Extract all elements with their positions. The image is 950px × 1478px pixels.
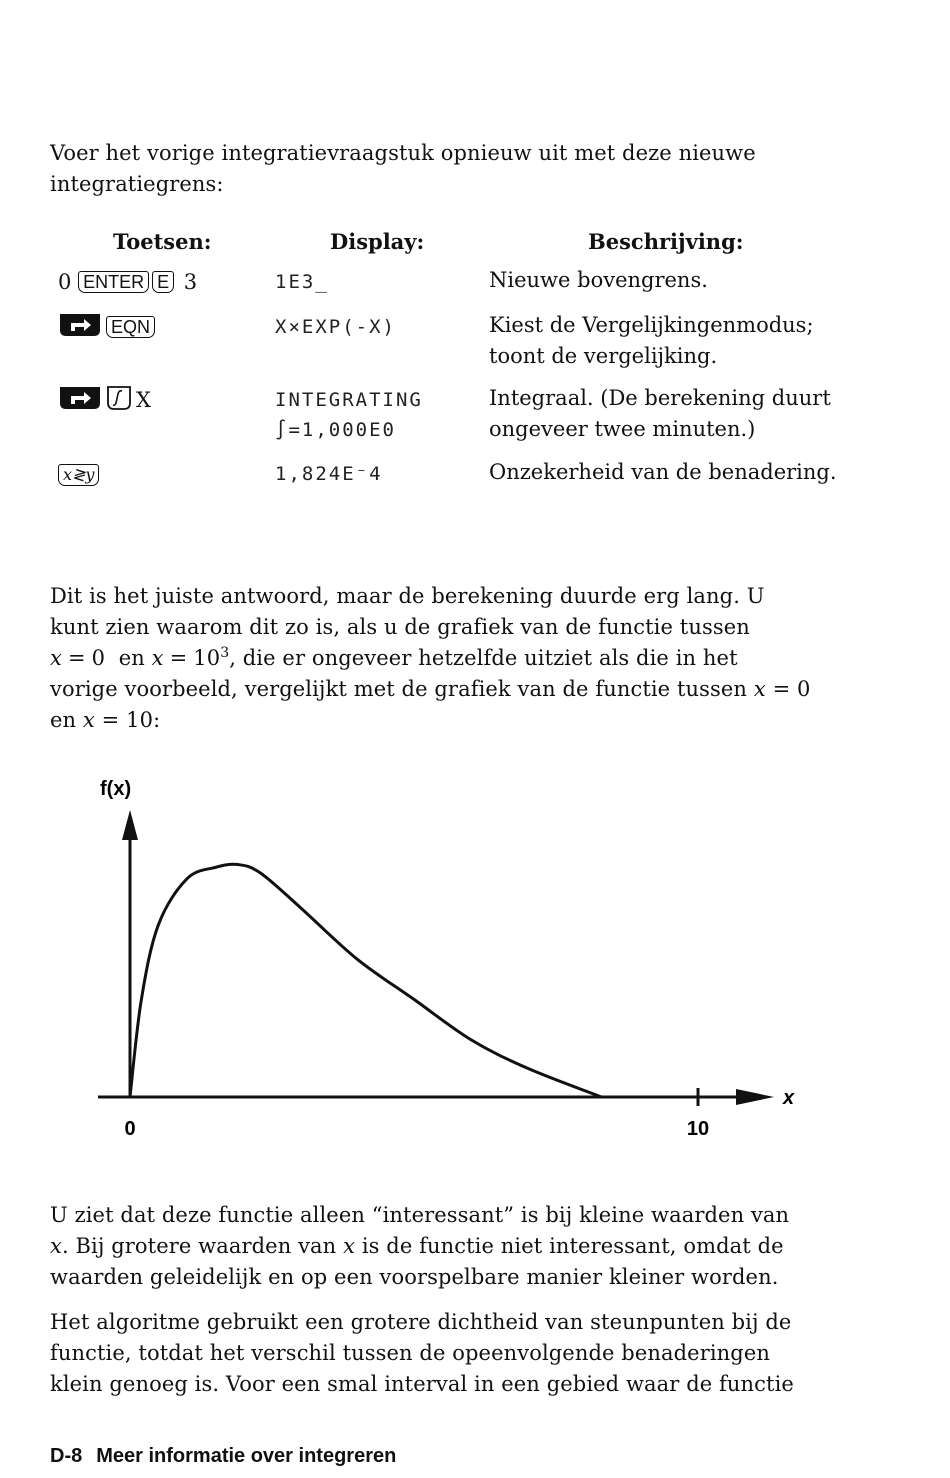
x-tick-label-0: 0: [124, 1118, 136, 1140]
row2-description: Kiest de Vergelijkingenmodus; toont de vergelijking.: [489, 313, 814, 368]
row4-keys: [58, 459, 102, 490]
row3-keys: X: [58, 385, 151, 420]
x-axis-label: x: [783, 1087, 795, 1109]
e-key: E: [152, 271, 174, 293]
right-shift-icon: [58, 385, 102, 420]
right-shift-icon: [58, 312, 102, 347]
series-curve: [130, 864, 601, 1097]
x-tick-label-10: 10: [686, 1118, 710, 1140]
header-keys: Toetsen:: [113, 229, 212, 254]
header-display: Display:: [330, 229, 425, 254]
paragraph-3: U ziet dat deze functie alleen “interessant” is bij kleine waarden van x. Bij grotere waarden van x is de functie niet interessant, omdat de waarden geleidelijk en op een voorspelbare manier kleiner worden.: [50, 1203, 790, 1289]
x-axis-arrow: [736, 1089, 774, 1105]
page-footer: [50, 1441, 396, 1472]
chapter-title: Meer informatie over integreren: [96, 1445, 397, 1467]
row1-display: 1E3_: [275, 271, 329, 293]
row2-keys: [58, 312, 158, 347]
row3-description: Integraal. (De berekening duurt ongeveer twee minuten.): [489, 386, 831, 441]
paragraph-4: Het algoritme gebruikt een grotere dichtheid van steunpunten bij de functie, totdat het verschil tussen de opeenvolgende benaderingen klein genoeg is. Voor een smal interval in een gebied waar de functie: [50, 1310, 794, 1396]
paragraph-2: Dit is het juiste antwoord, maar de berekening duurde erg lang. U kunt zien waarom dit zo is, als u de grafiek van de functie tussen x = 0 en $x = 10^3$, die er ongeveer hetzelfde uitziet als die in het vorige voorbeeld, vergelijkt met de grafiek van de functie tussen x = 0 en x = 10:: [50, 584, 811, 732]
header-description: Beschrijving:: [588, 229, 744, 254]
row4-display: 1,824E⁻4: [275, 463, 383, 485]
eqn-key: EQN: [106, 316, 155, 338]
function-chart: [0, 760, 950, 1160]
x-swap-y-key: x≷y: [58, 464, 99, 486]
row2-display: X×EXP(-X): [275, 316, 396, 338]
row3-display-line1: INTEGRATING: [275, 389, 423, 411]
row1-keys: 0 ENTER E 3: [58, 270, 198, 294]
enter-key: ENTER: [78, 271, 149, 293]
row4-description: Onzekerheid van de benadering.: [489, 460, 837, 484]
intro-line-2: integratiegrens:: [50, 172, 224, 196]
intro-line-1: Voer het vorige integratievraagstuk opnieuw uit met deze nieuwe: [50, 141, 756, 165]
y-axis-label: f(x): [100, 778, 132, 800]
page-number: D-8: [50, 1445, 83, 1467]
y-axis-arrow: [122, 810, 138, 840]
integral-key-icon: [106, 385, 132, 420]
row3-display-line2: ∫=1,000E0: [275, 419, 396, 441]
intro-paragraph: [50, 138, 850, 200]
row1-description: Nieuwe bovengrens.: [489, 268, 708, 292]
